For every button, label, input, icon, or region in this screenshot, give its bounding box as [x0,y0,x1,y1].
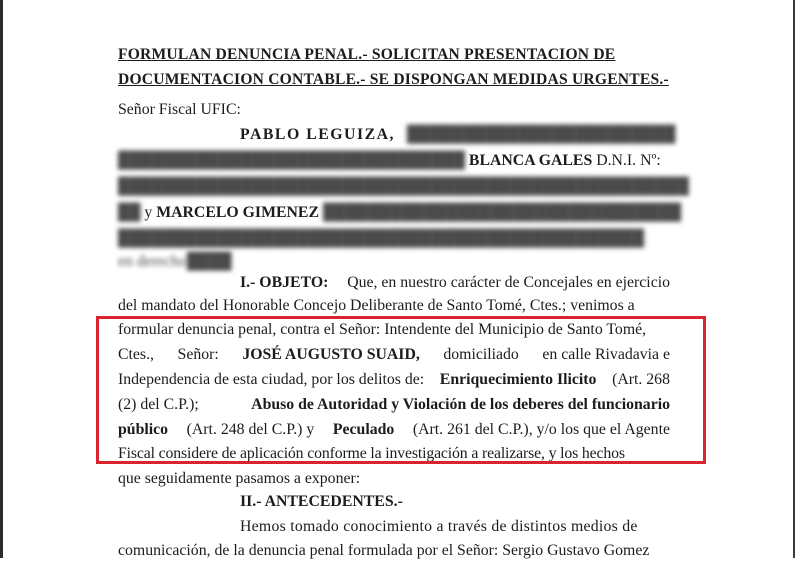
redacted-text: ████ [186,253,232,270]
redacted-text: ██ [118,204,141,221]
paragraph-text: Que, en nuestro carácter de Concejales en ejercicio [347,274,670,291]
antecedentes-line-1: Hemos tomado conocimiento a través de distintos medios de [240,518,638,535]
crime-peculado: Peculado [332,421,395,438]
crime-abuso: Abuso de Autoridad y Violación de los deberes del funcionario [251,396,670,413]
title-line-2: DOCUMENTACION CONTABLE.- SE DISPONGAN MEDIDAS URGENTES.- [118,71,669,88]
crime-abuso-cont: público [118,421,169,438]
redacted-line [118,229,644,249]
antecedentes-line-2: comunicación, de la denuncia penal formulada por el Señor: Sergio Gustavo Gomez [118,542,650,559]
section-heading-antecedentes: II.- ANTECEDENTES.- [240,493,403,510]
objeto-line-8: Fiscal considere de aplicación conforme la investigación a realizarse, y los hechos [118,445,625,462]
complainant-line-2 [118,151,661,171]
objeto-line-6: (2) del C.P.); Abuso de Autoridad y Violación de los deberes del funcionario [118,396,670,413]
redacted-line [118,252,232,272]
page-edge-left [0,0,3,558]
accused-name: JOSÉ AUGUSTO SUAID, [242,346,420,363]
highlight-box [96,316,706,464]
redacted-text: ███████████████████████████████████████████████████ [118,178,689,195]
redacted-line [118,177,689,197]
redacted-text: en derecho [118,253,187,270]
salutation: Señor Fiscal UFIC: [118,101,241,118]
conjunction: y [144,204,153,221]
objeto-line-9: que seguidamente pasamos a exponer: [118,470,361,487]
objeto-line-4: Ctes., Señor: JOSÉ AUGUSTO SUAID, domiciliado en calle Rivadavia e [118,346,670,363]
redacted-text: ████████████████████████████████ [322,204,682,221]
objeto-line-5: Independencia de esta ciudad, por los delitos de: Enriquecimiento Ilicito (Art. 268 [118,371,670,388]
redacted-text: ████████████████████████ [398,126,676,143]
complainant-name-2: BLANCA GALES [468,152,593,169]
complainant-name-1: PABLO LEGUIZA, [240,126,396,143]
title-line-1: FORMULAN DENUNCIA PENAL.- SOLICITAN PRESENTACION DE [118,46,616,63]
objeto-line-7: público (Art. 248 del C.P.) y Peculado (Art. 261 del C.P.), y/o los que el Agente [118,421,670,438]
objeto-line-1 [118,273,670,293]
objeto-line-3: formular denuncia penal, contra el Señor: Intendente del Municipio de Santo Tomé, [118,321,647,338]
section-heading-objeto: I.- OBJETO: [240,274,329,291]
complainant-name-3: MARCELO GIMENEZ [156,204,320,221]
objeto-line-2: del mandato del Honorable Concejo Deliberante de Santo Tomé, Ctes.; venimos a [118,297,635,314]
redacted-text: ███████████████████████████████ [118,152,465,169]
redacted-text: ███████████████████████████████████████████████ [118,230,645,247]
dni-label: D.N.I. Nº: [596,152,661,169]
complainant-line-3 [118,203,681,223]
crime-enriquecimiento: Enriquecimiento Ilicito [439,371,597,388]
complainant-line-1 [240,125,675,145]
